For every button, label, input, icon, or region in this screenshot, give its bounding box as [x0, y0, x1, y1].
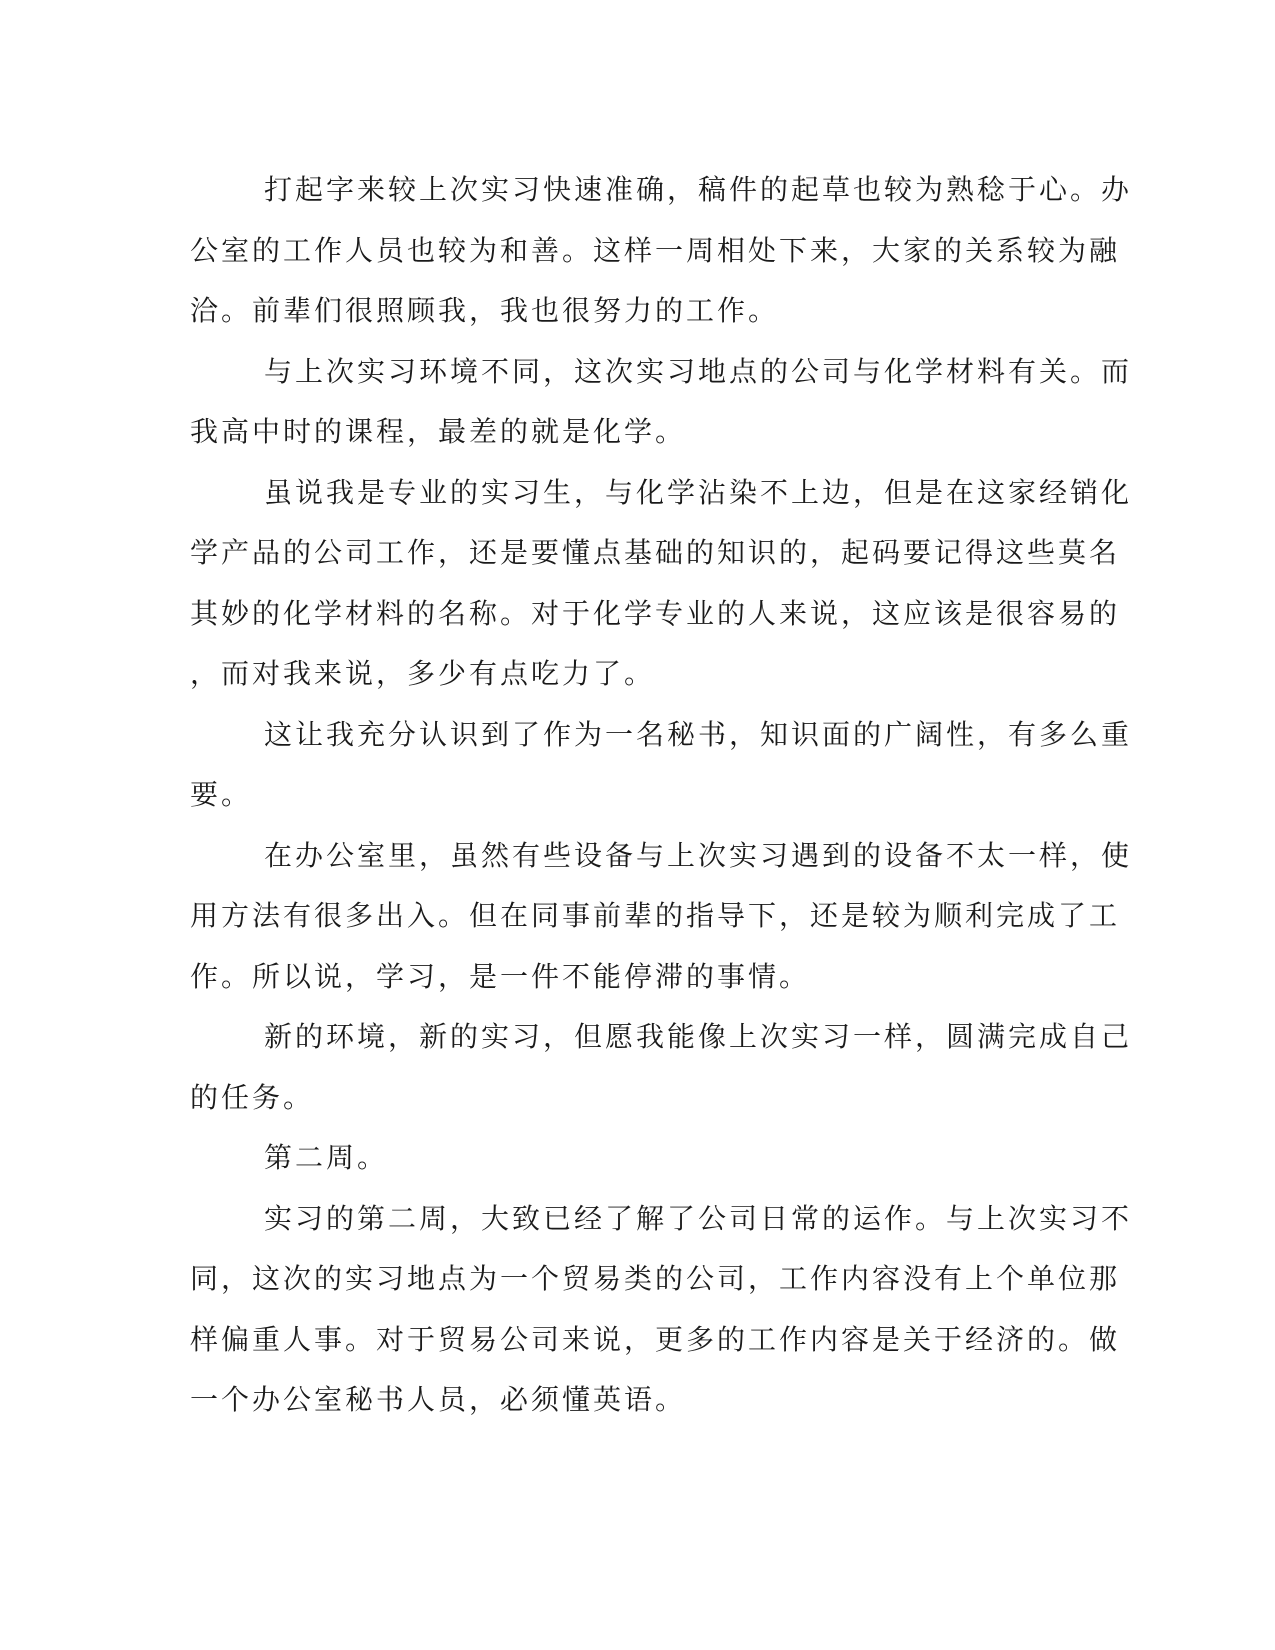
text-line: 公室的工作人员也较为和善。这样一周相处下来，大家的关系较为融 [190, 233, 1121, 267]
text-line: 用方法有很多出入。但在同事前辈的指导下，还是较为顺利完成了工 [190, 899, 1121, 932]
text-line: 的任务。 [190, 1080, 315, 1114]
text-line: 其妙的化学材料的名称。对于化学专业的人来说，这应该是很容易的 [190, 596, 1121, 630]
paragraph [190, 160, 1133, 342]
text-line: 我高中时的课程，最差的就是化学。 [190, 415, 687, 448]
paragraph [190, 463, 1133, 705]
text-line: 虽说我是专业的实习生，与化学沾染不上边，但是在这家经销化 [264, 475, 1133, 509]
text-line: 打起字来较上次实习快速准确，稿件的起草也较为熟稔于心。办 [264, 173, 1133, 206]
text-line: 作。所以说，学习，是一件不能停滞的事情。 [190, 959, 811, 993]
paragraph [190, 342, 1133, 463]
text-line: 学产品的公司工作，还是要懂点基础的知识的，起码要记得这些莫名 [190, 536, 1121, 569]
paragraph [190, 1189, 1133, 1431]
text-line: 样偏重人事。对于贸易公司来说，更多的工作内容是关于经济的。做 [190, 1322, 1121, 1356]
text-line: 一个办公室秘书人员，必须懂英语。 [190, 1383, 687, 1416]
document-body [190, 160, 1133, 1431]
text-line: 新的环境，新的实习，但愿我能像上次实习一样，圆满完成自己 [264, 1020, 1133, 1053]
paragraph [190, 705, 1133, 826]
text-line: 与上次实习环境不同，这次实习地点的公司与化学材料有关。而 [264, 354, 1133, 388]
paragraph [190, 826, 1133, 1008]
text-line: 这让我充分认识到了作为一名秘书，知识面的广阔性，有多么重 [264, 717, 1133, 751]
text-line: 第二周。 [264, 1141, 389, 1174]
text-line: 在办公室里，虽然有些设备与上次实习遇到的设备不太一样，使 [264, 838, 1133, 872]
text-line: ，而对我来说，多少有点吃力了。 [190, 657, 656, 690]
section-heading [190, 1128, 1076, 1189]
text-line: 同，这次的实习地点为一个贸易类的公司，工作内容没有上个单位那 [190, 1262, 1121, 1295]
text-line: 实习的第二周，大致已经了解了公司日常的运作。与上次实习不 [264, 1201, 1133, 1235]
paragraph [190, 1007, 1133, 1128]
text-line: 洽。前辈们很照顾我，我也很努力的工作。 [190, 294, 780, 327]
text-line: 要。 [190, 778, 253, 811]
